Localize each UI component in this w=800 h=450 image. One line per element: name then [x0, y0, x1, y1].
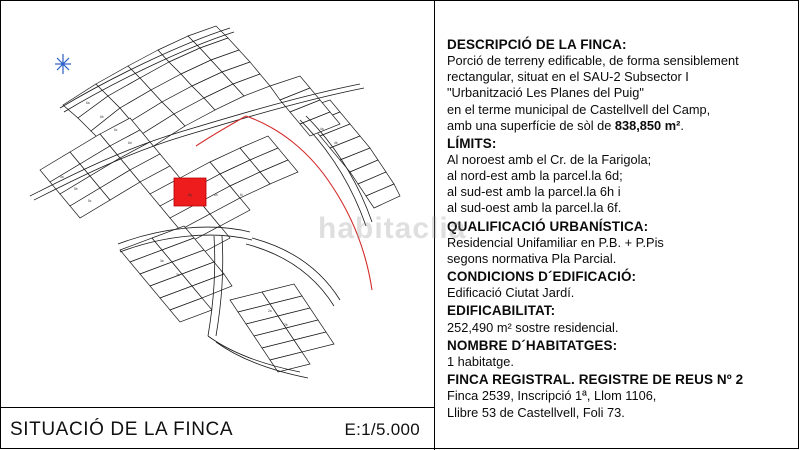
registry-heading: FINCA REGISTRAL. REGISTRE DE REUS Nº 2 [447, 372, 744, 388]
description-area-line [447, 118, 790, 134]
description-line-2: rectangular, situat en el SAU-2 Subsector I [447, 69, 689, 85]
dwellings-heading: NOMBRE D´HABITATGES: [447, 337, 618, 353]
registry-line-1: Finca 2539, Inscripció 1ª, Llom 1106, [447, 388, 657, 404]
svg-text:4a: 4a [320, 127, 324, 131]
svg-text:6a: 6a [86, 101, 90, 105]
qualification-line-2: segons normativa Pla Parcial. [447, 250, 617, 266]
description-area-value: 838,850 m² [614, 117, 681, 133]
svg-text:6d: 6d [128, 141, 132, 145]
buildability-heading: EDIFICABILITAT: [447, 303, 556, 319]
svg-text:5a: 5a [60, 175, 64, 179]
caption-divider [0, 407, 434, 408]
highlighted-parcel [174, 178, 206, 206]
qualification-heading: QUALIFICACIÓ URBANÍSTICA: [447, 218, 649, 234]
qualification-line-1: Residencial Unifamiliar en P.B. + P.Pis [447, 234, 664, 250]
svg-text:2b: 2b [284, 323, 288, 327]
svg-text:3a: 3a [160, 259, 164, 263]
svg-text:6c: 6c [114, 128, 118, 132]
registry-block [447, 371, 790, 420]
svg-text:2a: 2a [268, 309, 272, 313]
limits-block [447, 135, 790, 217]
svg-text:6g: 6g [188, 193, 192, 197]
svg-text:6b: 6b [100, 115, 104, 119]
dwellings-block [447, 337, 790, 370]
dwellings-line-1: 1 habitatge. [447, 354, 514, 370]
conditions-line-1: Edificació Ciutat Jardí. [447, 285, 575, 301]
description-line-1: Porció de terreny edificable, de forma sensiblement [447, 53, 739, 69]
limits-line-2: al nord-est amb la parcel.la 6d; [447, 168, 623, 184]
map-title: SITUACIÓ DE LA FINCA [10, 419, 234, 440]
description-line-4: en el terme municipal de Castellvell del Camp, [447, 101, 711, 117]
svg-text:6i: 6i [240, 193, 243, 197]
parcel-block-south [120, 226, 334, 372]
map-scale-label: E:1/5.000 [344, 420, 420, 439]
description-area-suffix: . [680, 117, 684, 133]
limits-line-1: Al noroest amb el Cr. de la Farigola; [447, 152, 652, 168]
map-caption-bar [10, 414, 430, 446]
description-block [447, 36, 790, 134]
cadastral-map [0, 0, 434, 410]
qualification-block [447, 218, 790, 267]
watermark-text: habitaclia [318, 212, 467, 245]
description-heading: DESCRIPCIÓ DE LA FINCA: [447, 37, 627, 52]
svg-text:4b: 4b [334, 141, 338, 145]
conditions-heading: CONDICIONS D´EDIFICACIÓ: [447, 269, 637, 284]
limits-heading: LÍMITS: [447, 135, 497, 151]
buildability-line-1: 252,490 m² sostre residencial. [447, 319, 619, 335]
limits-line-4: al sud-oest amb la parcel.la 6f. [447, 200, 622, 216]
north-arrow-icon [55, 54, 71, 74]
limits-line-3: al sud-est amb la parcel.la 6h i [447, 184, 621, 200]
svg-text:5b: 5b [74, 187, 78, 191]
svg-text:6h: 6h [214, 193, 218, 197]
buildability-block [447, 302, 790, 335]
description-line-3: "Urbanització Les Planes del Puig" [447, 85, 644, 101]
description-area-prefix: amb una superfície de sòl de [447, 117, 615, 133]
conditions-block [447, 268, 790, 301]
svg-text:3b: 3b [176, 273, 180, 277]
svg-text:5c: 5c [88, 199, 92, 203]
property-description-panel [435, 0, 800, 450]
registry-line-2: Llibre 53 de Castellvell, Foli 73. [447, 404, 625, 420]
